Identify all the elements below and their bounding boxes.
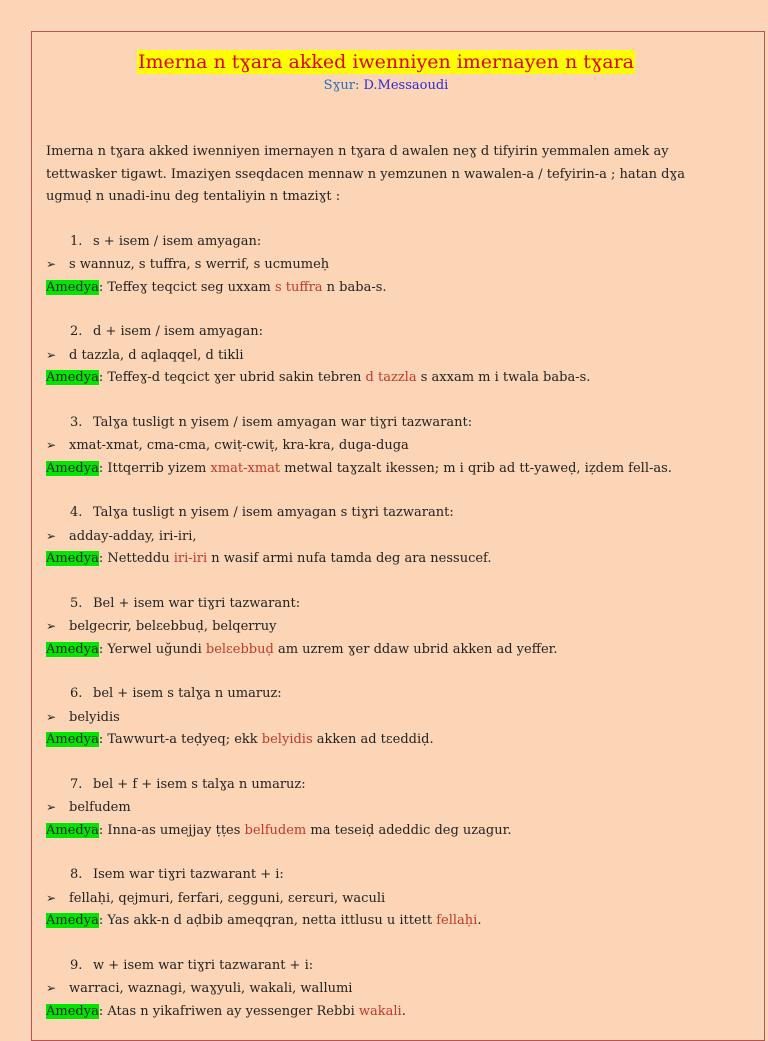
word-list	[46, 525, 726, 549]
author-colon: :	[354, 78, 364, 93]
word-list	[46, 887, 726, 911]
section-number: 4.	[70, 505, 83, 520]
section-number: 6.	[70, 686, 83, 701]
example-highlight: iri-iri	[173, 551, 208, 566]
word-list	[46, 796, 726, 820]
author-name: D.Messaoudi	[363, 78, 449, 93]
section-heading-text: w + isem war tiɣri tazwarant + i:	[93, 957, 314, 973]
example-label: Amedya	[46, 370, 99, 385]
example-text-end: am uzrem ɣer ddaw ubrid akken ad yeffer.	[273, 641, 558, 657]
document-body	[46, 50, 726, 1023]
author-line	[46, 77, 726, 95]
example-text: : Ittqerrib yizem	[98, 460, 211, 476]
section-number: 5.	[70, 595, 83, 611]
example-text-end: metwal taɣzalt ikessen; m i qrib ad tt-yaweḍ, iẓdem fell-as.	[280, 460, 672, 476]
section-item	[46, 231, 726, 300]
example-text-end: n wasif armi nufa tamda deg ara nessucef.	[207, 551, 492, 566]
section-heading-text: s + isem / isem amyagan:	[93, 233, 262, 249]
example-line	[46, 367, 726, 390]
example-text-end: .	[401, 1003, 406, 1019]
section-heading-text: Talɣa tusligt n yisem / isem amyagan s tiɣri tazwarant:	[93, 505, 454, 520]
example-label: Amedya	[46, 641, 99, 657]
section-heading-text: Talɣa tusligt n yisem / isem amyagan war tiɣri tazwarant:	[93, 414, 473, 430]
example-highlight: belɛebbuḍ	[205, 641, 274, 657]
example-line	[46, 548, 726, 571]
word-list-text: belyidis	[69, 709, 120, 725]
word-list	[46, 344, 726, 368]
section-number: 8.	[70, 867, 83, 882]
example-text: : Tawwurt-a teḍyeq; ekk	[98, 732, 262, 747]
word-list-text: d tazzla, d aqlaqqel, d tikli	[69, 347, 244, 363]
arrow-bullet-icon: ➢	[46, 528, 57, 543]
example-text: : Netteddu	[98, 551, 174, 566]
section-heading-text: d + isem / isem amyagan:	[93, 324, 263, 339]
example-label: Amedya	[46, 732, 99, 747]
example-line	[46, 910, 726, 933]
section-number: 2.	[70, 324, 83, 339]
section-heading-text: Bel + isem war tiɣri tazwarant:	[93, 595, 301, 611]
word-list-text: s wannuz, s tuffra, s werrif, s ucmumeḥ	[69, 257, 330, 272]
word-list-text: belfudem	[69, 800, 131, 815]
example-text: : Inna-as umejjay ṭṭes	[98, 822, 245, 838]
section-heading	[46, 864, 726, 887]
example-highlight: wakali	[358, 1003, 402, 1019]
document-title: Imerna n tɣara akked iwenniyen imernayen n tɣara	[138, 51, 634, 73]
section-number: 1.	[70, 233, 83, 249]
example-highlight: belfudem	[244, 822, 307, 838]
word-list-text: belgecrir, belɛebbuḍ, belqerruy	[69, 619, 277, 634]
example-line	[46, 277, 726, 300]
section-item	[46, 955, 726, 1024]
section-item	[46, 593, 726, 662]
word-list-text: xmat-xmat, cma-cma, cwiṭ-cwiṭ, kra-kra, duga-duga	[69, 438, 409, 453]
example-text: : Yerwel uğundi	[98, 641, 206, 657]
example-highlight: d tazzla	[365, 370, 417, 385]
word-list-text: warraci, waznagi, waɣyuli, wakali, wallumi	[69, 981, 353, 996]
example-highlight: xmat-xmat	[210, 460, 281, 476]
section-heading	[46, 321, 726, 344]
example-text-end: n baba-s.	[322, 279, 387, 295]
section-heading	[46, 502, 726, 525]
title-wrap	[46, 50, 726, 74]
section-number: 9.	[70, 957, 83, 973]
example-label: Amedya	[46, 822, 99, 838]
example-label: Amedya	[46, 1003, 99, 1019]
sections-list	[46, 231, 726, 1024]
word-list	[46, 615, 726, 639]
example-highlight: fellaḥi	[436, 913, 478, 928]
arrow-bullet-icon: ➢	[46, 709, 57, 724]
example-line	[46, 639, 726, 662]
section-item	[46, 864, 726, 933]
arrow-bullet-icon: ➢	[46, 257, 57, 271]
section-heading	[46, 231, 726, 254]
word-list-text: fellaḥi, qejmuri, ferfari, ɛegguni, ɛerɛuri, waculi	[69, 890, 386, 906]
section-heading	[46, 593, 726, 616]
example-text-end: s axxam m i twala baba-s.	[416, 370, 591, 385]
arrow-bullet-icon: ➢	[46, 800, 57, 814]
example-line	[46, 820, 726, 843]
example-text: : Yas akk-n d aḍbib ameqqran, netta ittlusu u ittett	[98, 913, 437, 928]
section-heading-text: Isem war tiɣri tazwarant + i:	[93, 867, 284, 882]
section-heading	[46, 683, 726, 706]
example-text-end: akken ad tɛeddiḍ.	[312, 732, 434, 747]
section-heading	[46, 774, 726, 797]
section-item	[46, 502, 726, 571]
section-heading-text: bel + isem s talɣa n umaruz:	[93, 686, 282, 701]
example-text: : Teffeɣ teqcict seg uxxam	[98, 279, 275, 295]
section-heading	[46, 412, 726, 435]
example-label: Amedya	[46, 913, 99, 928]
word-list	[46, 434, 726, 458]
section-number: 7.	[70, 776, 83, 792]
arrow-bullet-icon: ➢	[46, 981, 57, 995]
example-label: Amedya	[46, 279, 99, 295]
example-line	[46, 458, 726, 481]
example-line	[46, 1001, 726, 1024]
word-list	[46, 706, 726, 730]
arrow-bullet-icon: ➢	[46, 347, 57, 362]
section-item	[46, 774, 726, 843]
arrow-bullet-icon: ➢	[46, 619, 57, 633]
example-text-end: .	[477, 913, 482, 928]
intro-paragraph: Imerna n tɣara akked iwenniyen imernayen n tɣara d awalen neɣ d tifyirin yemmalen amek ay tettwasker tigawt. Imaziɣen sseqdacen mennaw n yemzunen n wawalen-a / tefyirin-a ; hatan dɣa ugmuḍ n unadi-inu deg tentaliyin n tmaziɣt :	[46, 144, 685, 204]
word-list-text: adday-adday, iri-iri,	[69, 528, 197, 544]
example-highlight: s tuffra	[274, 279, 323, 295]
section-heading	[46, 955, 726, 978]
section-item	[46, 412, 726, 481]
word-list	[46, 977, 726, 1001]
section-item	[46, 683, 726, 752]
example-text: : Teffeɣ-d teqcict ɣer ubrid sakin tebren	[98, 370, 366, 385]
example-label: Amedya	[46, 460, 99, 476]
example-text-end: ma teseiḍ adeddic deg uzagur.	[306, 822, 512, 838]
section-number: 3.	[70, 414, 83, 430]
example-line	[46, 729, 726, 752]
example-highlight: belyidis	[261, 732, 313, 747]
example-label: Amedya	[46, 551, 99, 566]
author-label: Sɣur	[323, 78, 355, 93]
arrow-bullet-icon: ➢	[46, 438, 57, 452]
example-text: : Atas n yikafriwen ay yessenger Rebbi	[98, 1003, 359, 1019]
arrow-bullet-icon: ➢	[46, 890, 57, 905]
word-list	[46, 253, 726, 277]
section-heading-text: bel + f + isem s talɣa n umaruz:	[93, 776, 306, 792]
section-item	[46, 321, 726, 390]
